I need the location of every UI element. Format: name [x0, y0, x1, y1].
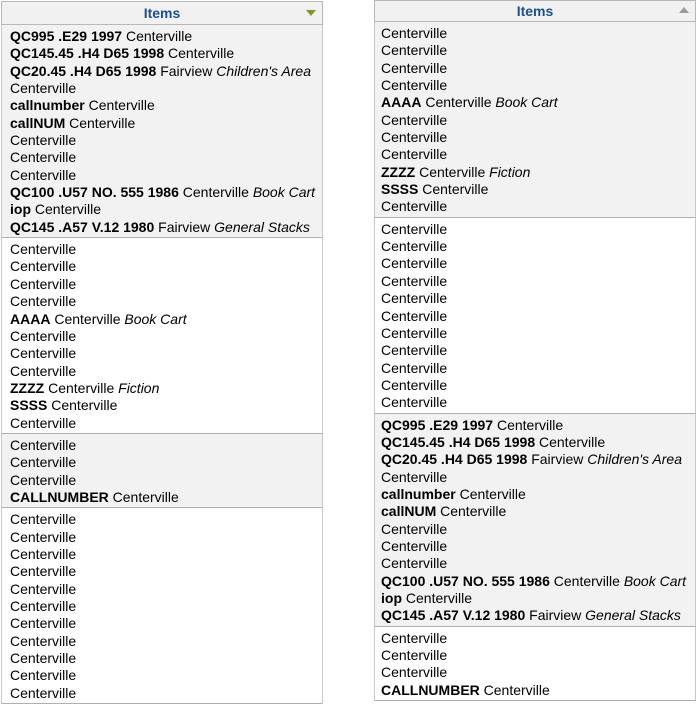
item-row	[10, 546, 322, 563]
library-name: Centerville	[381, 59, 448, 76]
library-name: Centerville	[10, 166, 77, 183]
items-header-label: Items	[143, 5, 181, 21]
call-number: CALLNUMBER	[10, 488, 109, 505]
item-row	[10, 581, 322, 598]
item-row	[381, 198, 695, 215]
call-number: CALLNUMBER	[381, 681, 480, 698]
library-name: Centerville	[112, 488, 179, 505]
library-name: Centerville	[381, 664, 448, 681]
library-name: Centerville	[425, 94, 492, 111]
item-row	[10, 293, 322, 310]
item-row	[10, 415, 322, 432]
library-name: Centerville	[381, 394, 448, 411]
item-groups-right	[374, 22, 696, 701]
call-number: QC100 .U57 NO. 555 1986	[10, 184, 179, 201]
library-name: Centerville	[381, 376, 448, 393]
call-number: callNUM	[381, 503, 437, 520]
library-name: Centerville	[51, 397, 118, 414]
library-name: Centerville	[10, 615, 77, 632]
library-name: Centerville	[381, 555, 448, 572]
library-name: Centerville	[54, 310, 121, 327]
item-row	[10, 311, 322, 328]
item-row	[10, 241, 322, 258]
shelf-location: Book Cart	[623, 572, 687, 589]
library-name: Centerville	[483, 681, 550, 698]
library-name: Centerville	[48, 379, 115, 396]
item-row	[10, 201, 322, 218]
library-name: Centerville	[381, 146, 448, 163]
item-row	[10, 511, 322, 528]
shelf-location: Book Cart	[124, 310, 187, 327]
item-row	[10, 472, 322, 489]
item-row	[10, 345, 322, 362]
item-row	[10, 328, 322, 345]
item-group	[1, 508, 323, 704]
library-name: Centerville	[381, 307, 448, 324]
library-name: Fairview	[531, 451, 584, 468]
library-name: Centerville	[10, 345, 77, 362]
item-group	[374, 627, 696, 701]
item-row	[381, 664, 695, 681]
item-row	[381, 112, 695, 129]
library-name: Centerville	[381, 468, 448, 485]
library-name: Centerville	[440, 503, 507, 520]
item-group	[374, 22, 696, 218]
item-row	[381, 94, 695, 111]
item-row	[381, 129, 695, 146]
item-row	[10, 650, 322, 667]
library-name: Centerville	[10, 563, 77, 580]
call-number: SSSS	[381, 181, 419, 198]
item-row	[10, 45, 322, 62]
item-row	[10, 563, 322, 580]
library-name: Centerville	[381, 629, 448, 646]
library-name: Centerville	[10, 362, 77, 379]
item-row	[381, 238, 695, 255]
library-name: Centerville	[381, 324, 448, 341]
call-number: AAAA	[381, 94, 422, 111]
item-row	[10, 167, 322, 184]
call-number: SSSS	[10, 397, 48, 414]
item-row	[381, 469, 695, 486]
sort-descending-icon[interactable]	[306, 10, 316, 16]
item-row	[381, 42, 695, 59]
library-name: Centerville	[381, 220, 448, 237]
call-number: QC145.45 .H4 D65 1998	[381, 433, 536, 450]
library-name: Centerville	[381, 238, 448, 255]
library-name: Centerville	[405, 590, 473, 606]
library-name: Fairview	[158, 218, 211, 235]
call-number: ZZZZ	[381, 163, 416, 180]
item-row	[381, 503, 695, 520]
library-name: Centerville	[10, 258, 77, 275]
library-name: Centerville	[381, 25, 448, 41]
call-number: QC100 .U57 NO. 555 1986	[381, 572, 550, 589]
call-number: QC995 .E29 1997	[10, 28, 123, 44]
library-name: Centerville	[10, 684, 77, 701]
item-row	[10, 219, 322, 236]
item-row	[10, 276, 322, 293]
call-number: ZZZZ	[10, 379, 45, 396]
item-row	[381, 360, 695, 377]
library-name: Centerville	[10, 580, 77, 597]
library-name: Centerville	[182, 184, 249, 201]
item-row	[10, 397, 322, 414]
item-row	[381, 325, 695, 342]
library-name: Centerville	[381, 129, 448, 146]
call-number: QC145.45 .H4 D65 1998	[10, 45, 165, 62]
item-row	[381, 377, 695, 394]
library-name: Fairview	[160, 62, 213, 79]
library-name: Centerville	[10, 275, 77, 292]
library-name: Centerville	[69, 114, 136, 131]
item-row	[10, 529, 322, 546]
item-row	[381, 77, 695, 94]
item-row	[381, 25, 695, 42]
call-number: QC20.45 .H4 D65 1998	[10, 62, 157, 79]
library-name: Centerville	[459, 485, 526, 502]
library-name: Centerville	[10, 471, 77, 488]
library-name: Centerville	[381, 290, 448, 307]
library-name: Centerville	[10, 327, 77, 344]
item-row	[381, 630, 695, 647]
library-name: Fairview	[529, 607, 582, 624]
item-row	[10, 80, 322, 97]
item-row	[381, 273, 695, 290]
library-name: Centerville	[10, 545, 77, 562]
item-row	[381, 181, 695, 198]
item-row	[381, 308, 695, 325]
call-number: AAAA	[10, 310, 51, 327]
shelf-location: Book Cart	[252, 184, 316, 201]
item-row	[381, 342, 695, 359]
item-row	[10, 28, 322, 45]
library-name: Centerville	[553, 572, 620, 589]
call-number: callnumber	[381, 485, 456, 502]
item-row	[10, 437, 322, 454]
library-name: Centerville	[381, 272, 448, 289]
item-row	[381, 394, 695, 411]
item-row	[381, 164, 695, 181]
item-row	[10, 633, 322, 650]
item-row	[381, 647, 695, 664]
library-name: Centerville	[10, 632, 77, 649]
item-group	[1, 434, 323, 508]
library-name: Centerville	[10, 149, 77, 166]
items-column-header-right[interactable]	[374, 0, 696, 22]
item-row	[381, 60, 695, 77]
call-number: QC20.45 .H4 D65 1998	[381, 451, 528, 468]
item-row	[10, 149, 322, 166]
item-group	[374, 414, 696, 627]
shelf-location: Fiction	[118, 379, 160, 396]
library-name: Centerville	[10, 293, 77, 310]
library-name: Centerville	[10, 454, 77, 471]
library-name: Centerville	[381, 77, 448, 94]
item-group	[1, 238, 323, 434]
library-name: Centerville	[10, 80, 77, 97]
call-number: iop	[10, 201, 31, 218]
item-row	[10, 115, 322, 132]
right-items-column	[374, 0, 696, 701]
item-group	[374, 218, 696, 414]
library-name: Centerville	[10, 667, 77, 684]
item-row	[381, 607, 695, 624]
library-name: Centerville	[381, 647, 448, 664]
library-name: Centerville	[419, 163, 486, 180]
library-name: Centerville	[381, 520, 448, 537]
item-row	[10, 454, 322, 471]
library-name: Centerville	[381, 342, 448, 359]
library-name: Centerville	[381, 255, 448, 272]
sort-ascending-icon[interactable]	[679, 7, 689, 13]
library-name: Centerville	[381, 111, 448, 128]
item-row	[10, 685, 322, 702]
library-name: Centerville	[496, 416, 564, 433]
item-row	[381, 682, 695, 699]
shelf-location: General Stacks	[585, 607, 681, 624]
item-row	[10, 598, 322, 615]
shelf-location: Children's Area	[587, 451, 682, 468]
shelf-location: Children's Area	[216, 62, 311, 79]
item-row	[10, 380, 322, 397]
item-row	[10, 489, 322, 506]
item-row	[381, 146, 695, 163]
library-name: Centerville	[10, 511, 77, 528]
item-row	[381, 573, 695, 590]
item-row	[381, 434, 695, 451]
item-row	[381, 590, 695, 607]
item-row	[10, 97, 322, 114]
library-name: Centerville	[168, 45, 235, 62]
library-name: Centerville	[381, 537, 448, 554]
library-name: Centerville	[10, 528, 77, 545]
items-header-label: Items	[516, 3, 554, 19]
item-row	[381, 451, 695, 468]
item-row	[381, 555, 695, 572]
item-row	[381, 486, 695, 503]
item-row	[381, 290, 695, 307]
library-name: Centerville	[10, 132, 77, 149]
library-name: Centerville	[10, 598, 77, 614]
library-name: Centerville	[381, 359, 448, 376]
item-row	[10, 184, 322, 201]
call-number: iop	[381, 590, 402, 606]
item-row	[381, 538, 695, 555]
item-row	[381, 521, 695, 538]
item-row	[381, 255, 695, 272]
library-name: Centerville	[10, 414, 77, 431]
call-number: callNUM	[10, 114, 66, 131]
call-number: callnumber	[10, 97, 85, 114]
item-row	[381, 417, 695, 434]
call-number: QC145 .A57 V.12 1980	[381, 607, 526, 624]
library-name: Centerville	[10, 436, 77, 453]
left-items-column	[1, 0, 323, 704]
library-name: Centerville	[539, 433, 606, 450]
item-row	[10, 363, 322, 380]
item-group	[1, 25, 323, 238]
library-name: Centerville	[422, 181, 489, 198]
library-name: Centerville	[34, 201, 102, 218]
library-name: Centerville	[88, 97, 155, 114]
library-name: Centerville	[125, 28, 193, 44]
item-row	[10, 63, 322, 80]
call-number: QC995 .E29 1997	[381, 416, 494, 433]
library-name: Centerville	[10, 650, 77, 667]
shelf-location: Fiction	[489, 163, 531, 180]
item-groups-left	[1, 25, 323, 704]
item-row	[10, 258, 322, 275]
library-name: Centerville	[381, 198, 448, 215]
library-name: Centerville	[381, 42, 448, 59]
shelf-location: General Stacks	[214, 218, 310, 235]
item-row	[10, 132, 322, 149]
shelf-location: Book Cart	[495, 94, 558, 111]
items-column-header-left[interactable]	[1, 1, 323, 25]
call-number: QC145 .A57 V.12 1980	[10, 218, 155, 235]
library-name: Centerville	[10, 241, 77, 258]
item-row	[381, 221, 695, 238]
item-row	[10, 667, 322, 684]
item-row	[10, 615, 322, 632]
